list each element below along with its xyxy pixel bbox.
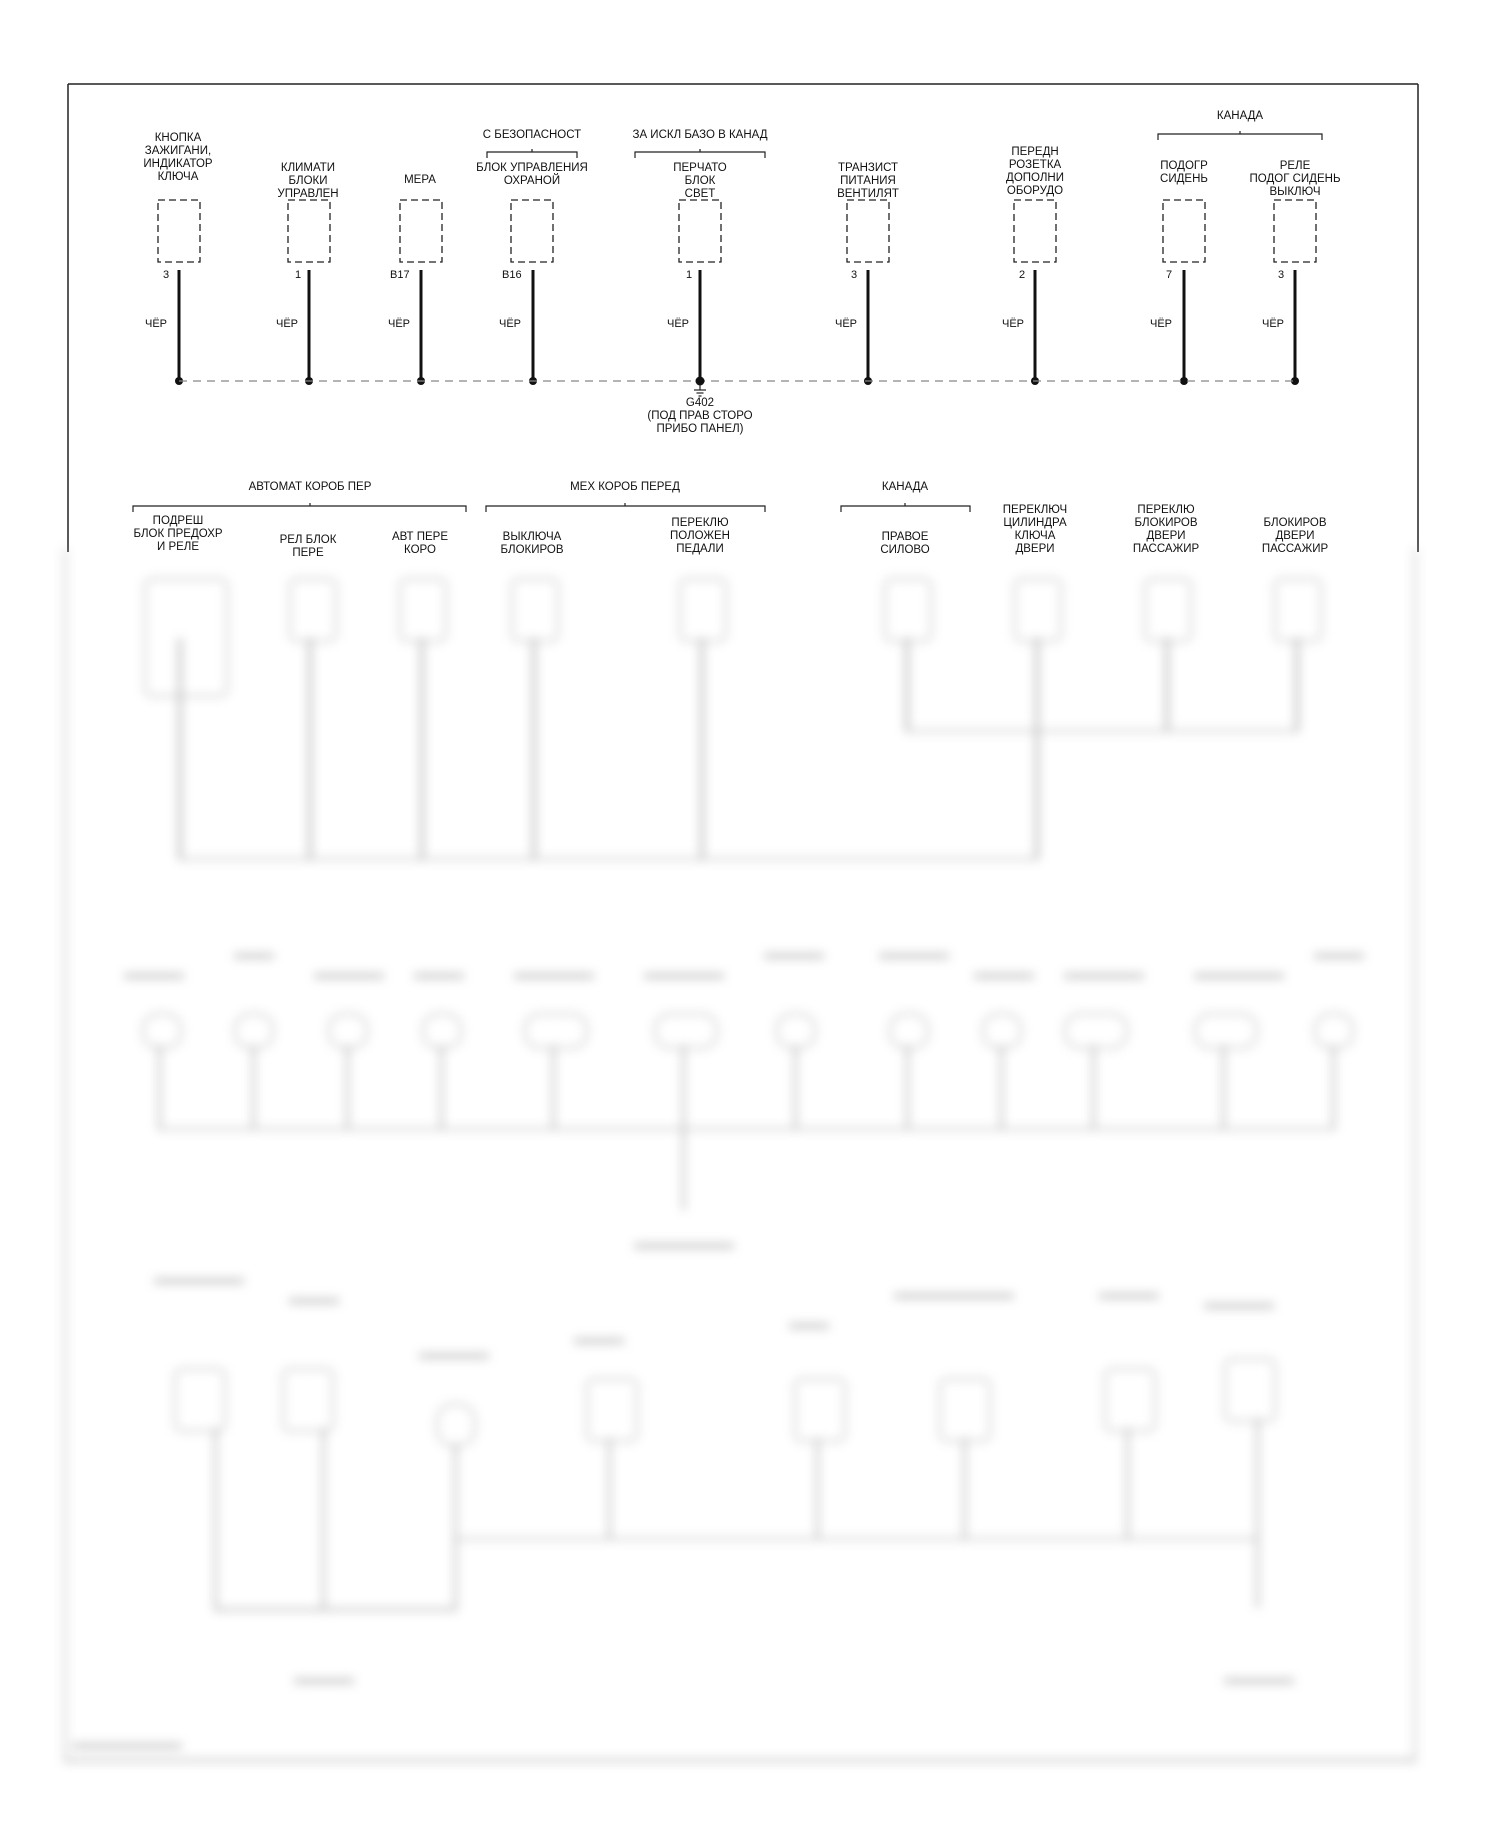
connector-box	[1163, 200, 1205, 262]
connector-box	[1014, 200, 1056, 262]
component-label-line: ЦИЛИНДРА	[1003, 517, 1067, 529]
component-label-line: АВТ ПЕРЕ	[391, 531, 449, 543]
wire-color: ЧЁР	[145, 318, 168, 330]
brace-group-kanada	[1158, 110, 1322, 140]
pin-number: 1	[295, 269, 302, 281]
component-label-line: ПРАВОЕ	[881, 531, 929, 543]
component-label-line: ПЕРЕДН	[1011, 146, 1059, 158]
brace-label: АВТОМАТ КОРОБ ПЕР	[248, 481, 372, 493]
component-accessory-socket	[1002, 146, 1064, 385]
connector-box	[511, 200, 553, 262]
wire-color: ЧЁР	[1002, 318, 1025, 330]
component-label-line: СИДЕНЬ	[1160, 173, 1208, 185]
component-label-line: УПРАВЛЕН	[277, 188, 339, 200]
pin-number: B17	[390, 269, 410, 281]
brace-group-avtomat	[133, 481, 466, 512]
component-label-line: КЛЮЧА	[1014, 530, 1056, 542]
component-label-line: ПИТАНИЯ	[840, 175, 896, 187]
ground-location-line: (ПОД ПРАВ СТОРО	[647, 410, 753, 422]
component-label-line: ДВЕРИ	[1275, 530, 1315, 542]
component-label-line: ПЕДАЛИ	[676, 543, 724, 555]
component-climate-control-unit	[276, 162, 339, 385]
component-label-line: РОЗЕТКА	[1008, 159, 1062, 171]
component-label-line: ЗАЖИГАНИ,	[144, 145, 212, 157]
row2-brace-groups	[133, 481, 970, 512]
brace-label: МЕХ КОРОБ ПЕРЕД	[570, 481, 680, 493]
pin-number: B16	[502, 269, 522, 281]
component-label-line: ДВЕРИ	[1015, 543, 1055, 555]
component-label-line: ПЕРЕКЛЮ	[1137, 504, 1195, 516]
component-label-line: БЛОК	[684, 175, 716, 187]
component-glove-box-light	[667, 162, 727, 381]
component-label-line: ДВЕРИ	[1146, 530, 1186, 542]
component-label-line: ИНДИКАТОР	[143, 158, 213, 170]
brace-group-zaiskl	[633, 129, 768, 158]
component-label-line: ОБОРУДО	[1006, 185, 1064, 197]
component-security-control-unit	[476, 162, 588, 385]
wire-color: ЧЁР	[1150, 318, 1173, 330]
ground-name: G402	[685, 397, 715, 409]
component-label-line: ПЕРЕКЛЮ	[671, 517, 729, 529]
component-label-line: КЛЮЧА	[157, 171, 199, 183]
wire-color: ЧЁР	[388, 318, 411, 330]
brace-label: КАНАДА	[1216, 110, 1264, 122]
component-label-line: РЕЛЕ	[1279, 160, 1311, 172]
component-label-line: И РЕЛЕ	[156, 541, 200, 553]
component-label-line: БЛОК УПРАВЛЕНИЯ	[476, 162, 588, 174]
ground-location-line: ПРИБО ПАНЕЛ)	[656, 423, 744, 435]
component-label-line: ПОЛОЖЕН	[670, 530, 730, 542]
component-label-line: ВЫКЛЮЧ	[1269, 186, 1321, 198]
wire-color: ЧЁР	[276, 318, 299, 330]
component-label-line: БЛОКИРОВ	[1134, 517, 1198, 529]
component-seat-heater-relay	[1250, 160, 1341, 385]
ground-point-icon	[696, 377, 705, 386]
component-blower-transistor	[835, 162, 899, 385]
component-label-line: ПОДРЕШ	[152, 515, 204, 527]
pin-number: 7	[1166, 269, 1173, 281]
brace-label: ЗА ИСКЛ БАЗО В КАНАД	[632, 129, 768, 141]
brace-label: С БЕЗОПАСНОСТ	[482, 129, 582, 141]
pin-number: 3	[851, 269, 858, 281]
connector-box	[679, 200, 721, 262]
component-label-line: ВЕНТИЛЯТ	[837, 188, 899, 200]
component-label-line: БЛОКИ	[288, 175, 328, 187]
wire-color: ЧЁР	[499, 318, 522, 330]
component-gauge-cluster	[388, 174, 442, 385]
component-ignition-switch	[143, 132, 213, 385]
component-label-line: ПЕРЕ	[292, 547, 324, 559]
component-label-line: ПАССАЖИР	[1132, 543, 1200, 555]
brace-group-kanada2	[841, 481, 970, 512]
row1-components	[143, 132, 1340, 385]
component-label-line: БЛОКИРОВ	[500, 544, 564, 556]
pin-number: 3	[1278, 269, 1285, 281]
pin-number: 1	[686, 269, 693, 281]
component-label-line: РЕЛ БЛОК	[279, 534, 337, 546]
connector-box	[1274, 200, 1316, 262]
component-label-line: ПОДОГ СИДЕНЬ	[1249, 173, 1341, 185]
component-label-line: ТРАНЗИСТ	[837, 162, 899, 174]
component-label-line: ВЫКЛЮЧА	[502, 531, 562, 543]
connector-box	[288, 200, 330, 262]
connector-box	[847, 200, 889, 262]
wire-color: ЧЁР	[667, 318, 690, 330]
component-label-line: КОРО	[404, 544, 436, 556]
brace-group-meh	[486, 481, 765, 512]
brace-group-bezop	[483, 129, 581, 158]
component-label-line: КНОПКА	[154, 132, 202, 144]
component-seat-heater	[1150, 160, 1208, 385]
component-label-line: ОХРАНОЙ	[503, 175, 561, 187]
component-label-line: КЛИМАТИ	[280, 162, 336, 174]
connector-box	[400, 200, 442, 262]
component-label-line: БЛОКИРОВ	[1263, 517, 1327, 529]
component-label-line: ПЕРЕКЛЮЧ	[1002, 504, 1068, 516]
component-label-line: БЛОК ПРЕДОХР	[133, 528, 223, 540]
pin-number: 3	[163, 269, 170, 281]
component-label-line: ПАССАЖИР	[1261, 543, 1329, 555]
blurred-diagram-area	[64, 548, 1418, 1765]
wire-color: ЧЁР	[1262, 318, 1285, 330]
ground-symbol-icon	[694, 385, 706, 396]
component-label-line: ПЕРЧАТО	[673, 162, 727, 174]
pin-number: 2	[1019, 269, 1026, 281]
component-label-line: ДОПОЛНИ	[1006, 172, 1064, 184]
brace-label: КАНАДА	[881, 481, 929, 493]
component-label-line: СВЕТ	[684, 188, 716, 200]
component-label-line: ПОДОГР	[1160, 160, 1208, 172]
row1-ground-bus	[179, 377, 1295, 436]
wire-color: ЧЁР	[835, 318, 858, 330]
connector-box	[158, 200, 200, 262]
splice-point	[1180, 377, 1188, 385]
component-label-line: МЕРА	[404, 174, 436, 186]
component-label-line: СИЛОВО	[880, 544, 930, 556]
row1-brace-groups	[483, 110, 1322, 158]
